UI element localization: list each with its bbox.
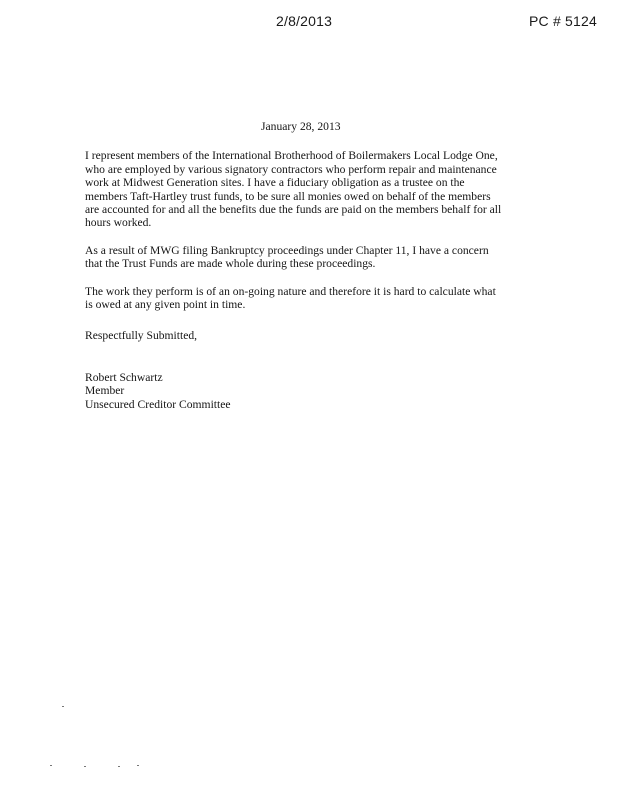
scan-speck (137, 765, 139, 766)
paragraph-bankruptcy-concern (85, 244, 530, 271)
letter-body (85, 120, 530, 411)
letter-date: January 28, 2013 (261, 120, 341, 133)
paragraph-line: is owed at any given point in time. (85, 298, 246, 312)
paragraph-line: I represent members of the International Brotherhood of Boilermakers Local Lodge One, (85, 149, 498, 163)
signature-block (85, 371, 530, 411)
paragraph-line: work at Midwest Generation sites. I have a fiduciary obligation as a trustee on the (85, 176, 465, 190)
paragraph-line: As a result of MWG filing Bankruptcy proceedings under Chapter 11, I have a concern (85, 243, 489, 257)
paragraph-line: are accounted for and all the benefits due the funds are paid on the members behalf for all (85, 203, 502, 217)
paragraph-line: hours worked. (85, 216, 152, 230)
signer-committee: Unsecured Creditor Committee (85, 397, 231, 411)
signer-title: Member (85, 384, 125, 398)
fax-header-date: 2/8/2013 (276, 13, 333, 29)
scan-speck (118, 766, 120, 767)
scan-speck (62, 706, 64, 707)
scan-speck (50, 765, 52, 766)
paragraph-line: who are employed by various signatory contractors who perform repair and maintenance (85, 162, 497, 176)
fax-header-pc-number: PC # 5124 (529, 13, 597, 29)
paragraph-ongoing-work (85, 285, 530, 312)
scan-speck (84, 766, 86, 767)
closing-line: Respectfully Submitted, (85, 329, 198, 343)
paragraph-representation (85, 149, 530, 229)
paragraph-line: members Taft-Hartley trust funds, to be sure all monies owed on behalf of the members (85, 189, 491, 203)
paragraph-line: The work they perform is of an on-going nature and therefore it is hard to calculate what (85, 284, 496, 298)
paragraph-line: that the Trust Funds are made whole during these proceedings. (85, 257, 376, 271)
signer-name: Robert Schwartz (85, 370, 163, 384)
